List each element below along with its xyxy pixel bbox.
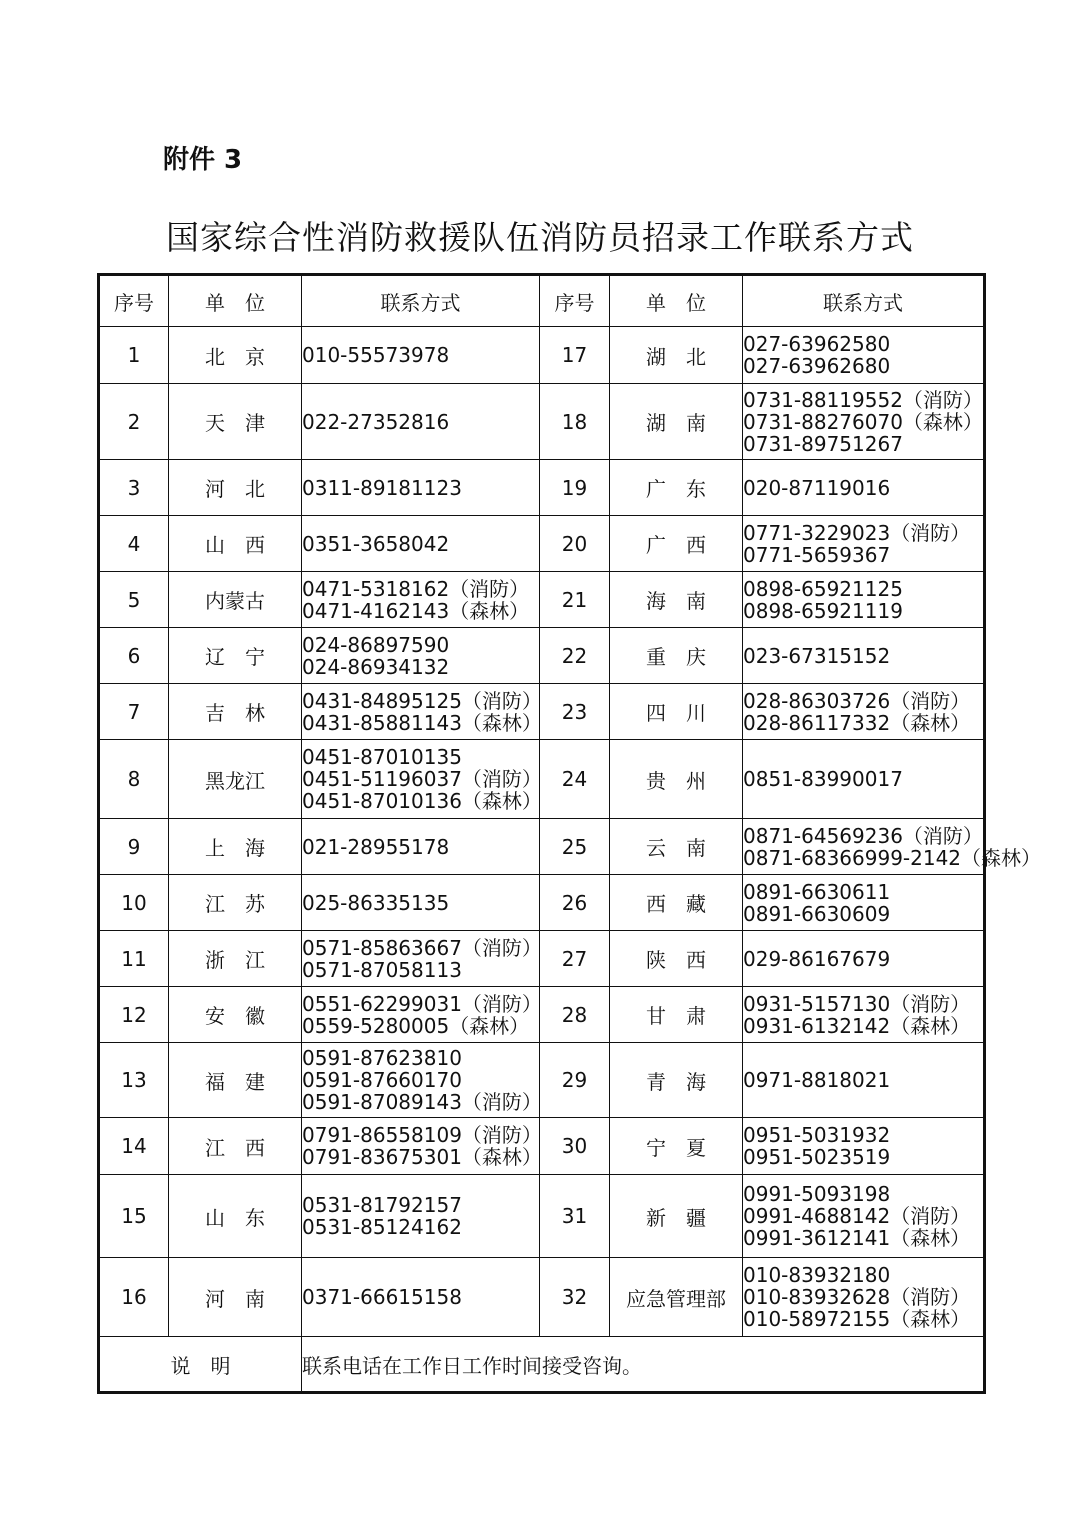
unit-cell: 辽 宁: [169, 628, 302, 684]
contact-cell: [743, 987, 985, 1043]
unit-cell: 广 东: [610, 460, 743, 516]
table-row: [99, 572, 985, 628]
contact-cell: [743, 327, 985, 384]
seq-cell: 2: [99, 384, 169, 460]
header-contact: 联系方式: [743, 275, 985, 327]
unit-cell: 吉 林: [169, 684, 302, 740]
contact-cell: [743, 684, 985, 740]
contact-cell: [302, 740, 540, 819]
contact-line: 0431-85881143（森林）: [302, 710, 542, 735]
unit-cell: 河 南: [169, 1258, 302, 1337]
contact-line: 0531-81792157: [302, 1193, 462, 1217]
seq-cell: 20: [540, 516, 610, 572]
contact-line: 0471-5318162（消防）: [302, 576, 530, 601]
contact-line: 0771-3229023（消防）: [743, 520, 971, 545]
seq-cell: 13: [99, 1043, 169, 1118]
seq-cell: 10: [99, 875, 169, 931]
unit-cell: 黑龙江: [169, 740, 302, 819]
table-row: [99, 1258, 985, 1337]
contact-line: 0991-4688142（消防）: [743, 1204, 971, 1228]
contact-line: 024-86897590: [302, 632, 450, 657]
unit-cell: 重 庆: [610, 628, 743, 684]
seq-cell: 1: [99, 327, 169, 384]
header-unit: 单 位: [169, 275, 302, 327]
contact-line: 010-83932180: [743, 1263, 891, 1287]
note-row: [99, 1337, 985, 1393]
contact-line: 0971-8818021: [743, 1068, 891, 1092]
contact-cell: [743, 572, 985, 628]
unit-cell: 四 川: [610, 684, 743, 740]
contact-line: 028-86117332（森林）: [743, 710, 971, 735]
page-title: 国家综合性消防救援队伍消防员招录工作联系方式: [166, 218, 914, 257]
contact-line: 0571-87058113: [302, 957, 462, 982]
seq-cell: 21: [540, 572, 610, 628]
contact-line: 0871-68366999-2142（森林）: [743, 845, 1042, 870]
contact-cell: [302, 684, 540, 740]
seq-cell: 25: [540, 819, 610, 875]
attachment-label: 附件 3: [163, 145, 243, 175]
unit-cell: 应急管理部: [610, 1258, 743, 1337]
contact-line: 0731-88276070（森林）: [743, 409, 983, 434]
seq-cell: 30: [540, 1118, 610, 1175]
unit-cell: 湖 南: [610, 384, 743, 460]
seq-cell: 17: [540, 327, 610, 384]
contact-line: 0791-83675301（森林）: [302, 1145, 542, 1169]
unit-cell: 内蒙古: [169, 572, 302, 628]
contact-cell: [302, 987, 540, 1043]
unit-cell: 上 海: [169, 819, 302, 875]
contact-line: 0851-83990017: [743, 767, 903, 791]
contact-cell: [302, 628, 540, 684]
contact-line: 010-55573978: [302, 343, 450, 367]
contact-line: 0731-88119552（消防）: [743, 387, 983, 412]
contact-line: 0891-6630611: [743, 879, 891, 904]
contact-line: 0351-3658042: [302, 531, 450, 556]
seq-cell: 31: [540, 1175, 610, 1258]
contact-line: 0931-6132142（森林）: [743, 1013, 971, 1038]
contact-line: 0559-5280005（森林）: [302, 1013, 530, 1038]
seq-cell: 5: [99, 572, 169, 628]
note-label: 说 明: [99, 1337, 302, 1393]
unit-cell: 陕 西: [610, 931, 743, 987]
table-row: [99, 1043, 985, 1118]
contact-line: 0871-64569236（消防）: [743, 823, 983, 848]
contact-cell: [743, 1043, 985, 1118]
header-unit: 单 位: [610, 275, 743, 327]
contact-line: 021-28955178: [302, 834, 450, 859]
contact-line: 022-27352816: [302, 409, 450, 434]
contact-line: 023-67315152: [743, 643, 891, 668]
contact-line: 0591-87623810: [302, 1046, 462, 1070]
contact-cell: [743, 1118, 985, 1175]
contact-cell: [302, 384, 540, 460]
contact-cell: [743, 819, 1042, 875]
contact-cell: [302, 819, 540, 875]
contact-cell: [743, 1258, 985, 1337]
contact-line: 0991-3612141（森林）: [743, 1226, 971, 1250]
contact-cell: [302, 516, 540, 572]
contact-cell: [743, 460, 985, 516]
unit-cell: 山 东: [169, 1175, 302, 1258]
table-row: [99, 384, 985, 460]
contact-table: [97, 273, 1042, 1394]
seq-cell: 23: [540, 684, 610, 740]
seq-cell: 27: [540, 931, 610, 987]
contact-line: 028-86303726（消防）: [743, 688, 971, 713]
unit-cell: 新 疆: [610, 1175, 743, 1258]
note-text: 联系电话在工作日工作时间接受咨询。: [302, 1337, 985, 1393]
contact-line: 0591-87660170: [302, 1068, 462, 1092]
unit-cell: 湖 北: [610, 327, 743, 384]
contact-line: 0571-85863667（消防）: [302, 935, 542, 960]
contact-cell: [302, 931, 540, 987]
contact-line: 0451-51196037（消防）: [302, 767, 542, 791]
unit-cell: 宁 夏: [610, 1118, 743, 1175]
unit-cell: 福 建: [169, 1043, 302, 1118]
unit-cell: 海 南: [610, 572, 743, 628]
contact-line: 0471-4162143（森林）: [302, 598, 530, 623]
seq-cell: 7: [99, 684, 169, 740]
contact-line: 0311-89181123: [302, 475, 462, 500]
seq-cell: 3: [99, 460, 169, 516]
contact-cell: [302, 1118, 540, 1175]
contact-line: 0931-5157130（消防）: [743, 991, 971, 1016]
contact-cell: [302, 1043, 540, 1118]
contact-cell: [743, 931, 985, 987]
unit-cell: 天 津: [169, 384, 302, 460]
seq-cell: 14: [99, 1118, 169, 1175]
contact-line: 0991-5093198: [743, 1182, 891, 1206]
table-row: [99, 931, 985, 987]
seq-cell: 29: [540, 1043, 610, 1118]
seq-cell: 8: [99, 740, 169, 819]
unit-cell: 贵 州: [610, 740, 743, 819]
table-row: [99, 987, 985, 1043]
unit-cell: 西 藏: [610, 875, 743, 931]
contact-cell: [743, 516, 985, 572]
table-row: [99, 460, 985, 516]
table-row: [99, 819, 985, 875]
seq-cell: 6: [99, 628, 169, 684]
unit-cell: 江 西: [169, 1118, 302, 1175]
unit-cell: 广 西: [610, 516, 743, 572]
contact-cell: [302, 327, 540, 384]
header-seq: 序号: [99, 275, 169, 327]
table-row: [99, 1175, 985, 1258]
contact-cell: [743, 628, 985, 684]
contact-line: 0451-87010136（森林）: [302, 789, 542, 813]
table-row: [99, 684, 985, 740]
contact-cell: [302, 572, 540, 628]
seq-cell: 16: [99, 1258, 169, 1337]
seq-cell: 28: [540, 987, 610, 1043]
seq-cell: 4: [99, 516, 169, 572]
contact-line: 010-83932628（消防）: [743, 1285, 971, 1309]
seq-cell: 15: [99, 1175, 169, 1258]
table-row: [99, 516, 985, 572]
seq-cell: 19: [540, 460, 610, 516]
contact-line: 024-86934132: [302, 654, 450, 679]
contact-line: 025-86335135: [302, 890, 450, 915]
contact-line: 010-58972155（森林）: [743, 1307, 971, 1331]
unit-cell: 山 西: [169, 516, 302, 572]
contact-cell: [743, 384, 985, 460]
unit-cell: 浙 江: [169, 931, 302, 987]
contact-cell: [302, 1175, 540, 1258]
unit-cell: 安 徽: [169, 987, 302, 1043]
contact-line: 027-63962580: [743, 332, 891, 356]
contact-cell: [743, 740, 985, 819]
contact-cell: [743, 875, 985, 931]
unit-cell: 云 南: [610, 819, 743, 875]
contact-line: 0371-66615158: [302, 1285, 462, 1309]
contact-cell: [302, 460, 540, 516]
seq-cell: 11: [99, 931, 169, 987]
table-header-row: [99, 275, 985, 327]
contact-line: 0898-65921119: [743, 598, 903, 623]
contact-line: 0451-87010135: [302, 745, 462, 769]
contact-line: 0891-6630609: [743, 901, 891, 926]
contact-line: 029-86167679: [743, 946, 891, 971]
seq-cell: 32: [540, 1258, 610, 1337]
unit-cell: 江 苏: [169, 875, 302, 931]
seq-cell: 24: [540, 740, 610, 819]
unit-cell: 青 海: [610, 1043, 743, 1118]
contact-line: 020-87119016: [743, 475, 891, 500]
contact-cell: [743, 1175, 985, 1258]
seq-cell: 12: [99, 987, 169, 1043]
table-row: [99, 628, 985, 684]
contact-line: 0731-89751267: [743, 431, 903, 456]
contact-line: 0551-62299031（消防）: [302, 991, 542, 1016]
table-row: [99, 740, 985, 819]
unit-cell: 北 京: [169, 327, 302, 384]
unit-cell: 河 北: [169, 460, 302, 516]
contact-line: 027-63962680: [743, 354, 891, 378]
unit-cell: 甘 肃: [610, 987, 743, 1043]
contact-line: 0531-85124162: [302, 1215, 462, 1239]
header-contact: 联系方式: [302, 275, 540, 327]
table-row: [99, 327, 985, 384]
contact-line: 0951-5023519: [743, 1145, 891, 1169]
contact-line: 0431-84895125（消防）: [302, 688, 542, 713]
contact-line: 0791-86558109（消防）: [302, 1123, 542, 1147]
seq-cell: 9: [99, 819, 169, 875]
header-seq: 序号: [540, 275, 610, 327]
seq-cell: 18: [540, 384, 610, 460]
table-row: [99, 875, 985, 931]
seq-cell: 22: [540, 628, 610, 684]
contact-cell: [302, 1258, 540, 1337]
contact-line: 0951-5031932: [743, 1123, 891, 1147]
seq-cell: 26: [540, 875, 610, 931]
table-row: [99, 1118, 985, 1175]
contact-line: 0898-65921125: [743, 576, 903, 601]
contact-line: 0591-87089143（消防）: [302, 1090, 542, 1114]
contact-line: 0771-5659367: [743, 542, 891, 567]
contact-cell: [302, 875, 540, 931]
